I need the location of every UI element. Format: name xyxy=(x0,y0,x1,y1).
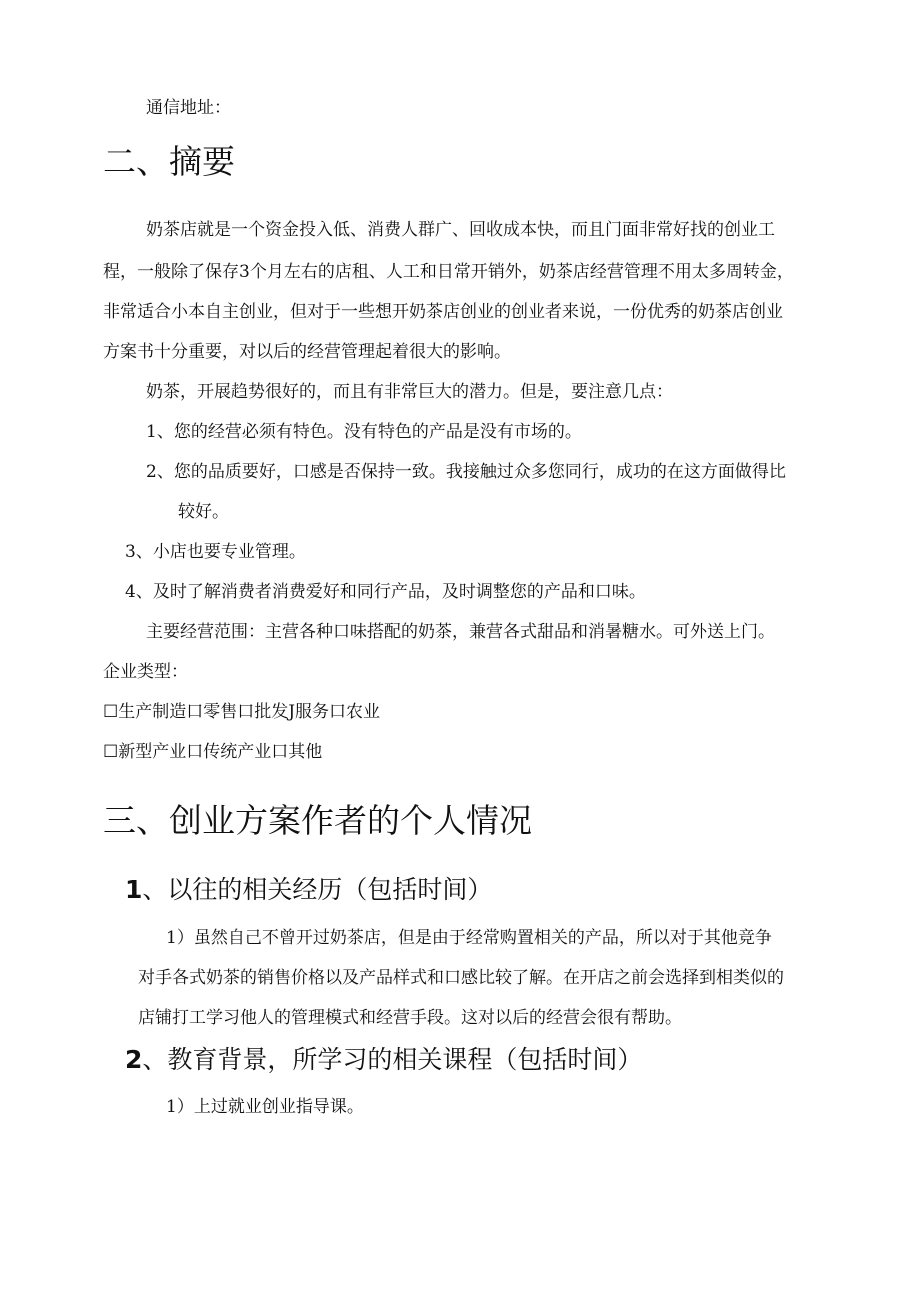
enterprise-type-label: 企业类型： xyxy=(103,662,188,682)
summary-para1-line1: 奶茶店就是一个资金投入低、消费人群广、回收成本快，而且门面非常好找的创业工 xyxy=(146,220,775,240)
subheading-education xyxy=(125,1045,642,1075)
point-3: 3、小店也要专业管理。 xyxy=(125,542,306,562)
subheading-education-number: 2 xyxy=(125,1045,143,1074)
summary-para1-line4: 方案书十分重要，对以后的经营管理起着很大的影响。 xyxy=(103,342,511,362)
enterprise-type-row1: ☐生产制造口零售口批发J服务口农业 xyxy=(103,702,381,722)
experience-line2: 对手各式奶茶的销售价格以及产品样式和口感比较了解。在开店之前会选择到相类似的 xyxy=(138,968,784,988)
section-heading-author: 三、创业方案作者的个人情况 xyxy=(103,801,532,840)
summary-para1-line3: 非常适合小本自主创业，但对于一些想开奶茶店创业的创业者来说，一份优秀的奶茶店创业 xyxy=(103,302,783,322)
summary-para1-line2: 程，一般除了保存3个月左右的店租、人工和日常开销外，奶茶店经营管理不用太多周转金， xyxy=(103,262,794,282)
point-2-line2: 较好。 xyxy=(178,502,229,522)
enterprise-type-row2: ☐新型产业口传统产业口其他 xyxy=(103,742,323,762)
point-4: 4、及时了解消费者消费爱好和同行产品，及时调整您的产品和口味。 xyxy=(125,582,646,602)
section-heading-summary: 二、摘要 xyxy=(103,142,235,181)
subheading-experience-number: 1 xyxy=(125,875,143,904)
subheading-experience xyxy=(125,875,492,905)
experience-line3: 店铺打工学习他人的管理模式和经营手段。这对以后的经营会很有帮助。 xyxy=(138,1008,682,1028)
business-scope: 主要经营范围：主营各种口味搭配的奶茶，兼营各式甜品和消暑糖水。可外送上门。 xyxy=(146,622,775,642)
summary-para2: 奶茶，开展趋势很好的，而且有非常巨大的潜力。但是，要注意几点： xyxy=(146,382,673,402)
address-label: 通信地址： xyxy=(146,98,231,118)
subheading-experience-title: 、以往的相关经历（包括时间） xyxy=(142,875,493,904)
education-line1: 1）上过就业创业指导课。 xyxy=(166,1097,364,1117)
experience-line1: 1）虽然自己不曾开过奶茶店，但是由于经常购置相关的产品，所以对于其他竞争 xyxy=(166,928,772,948)
subheading-education-title: 、教育背景，所学习的相关课程（包括时间） xyxy=(142,1045,643,1074)
point-1: 1、您的经营必须有特色。没有特色的产品是没有市场的。 xyxy=(146,422,582,442)
point-2-line1: 2、您的品质要好，口感是否保持一致。我接触过众多您同行，成功的在这方面做得比 xyxy=(146,462,786,482)
